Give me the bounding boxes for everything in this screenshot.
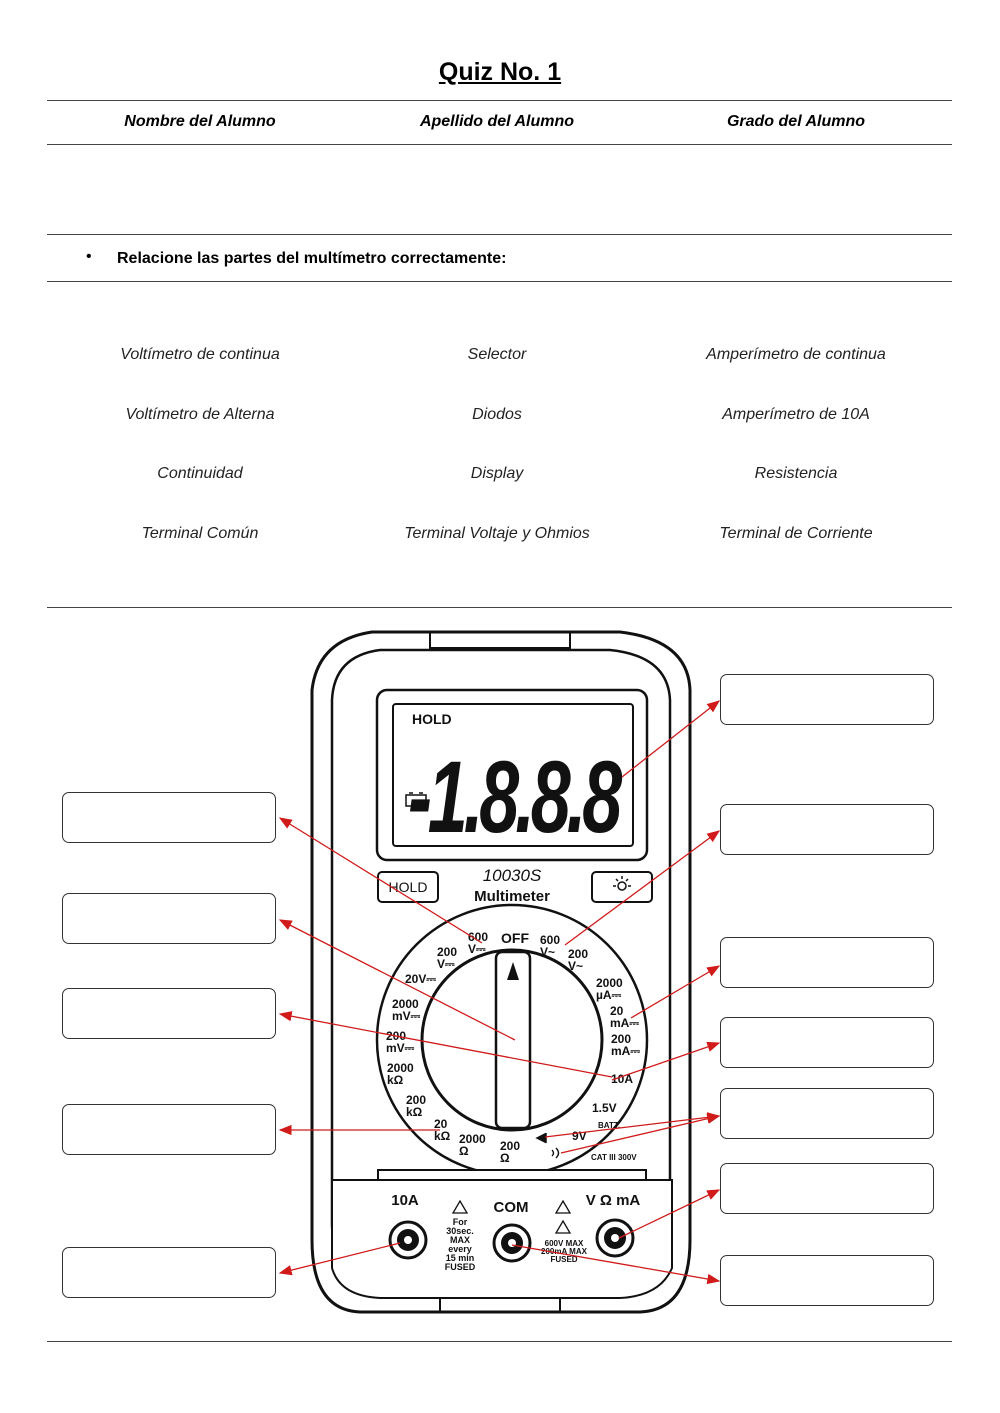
term-item: Resistencia xyxy=(754,465,838,482)
dial-label-v-dc-20: 20V⎓ xyxy=(405,972,436,986)
answer-box[interactable] xyxy=(62,1247,276,1298)
answer-box[interactable] xyxy=(720,937,934,988)
model-number: 10030S xyxy=(482,866,542,885)
term-item: Terminal Voltaje y Ohmios xyxy=(404,525,590,542)
answer-box[interactable] xyxy=(62,893,276,944)
dial-label-ohm-2000: 2000 Ω xyxy=(459,1132,486,1158)
answer-box[interactable] xyxy=(720,1255,934,1306)
term-item: Diodos xyxy=(472,406,522,423)
dial-label-batt-9: 9V xyxy=(572,1129,587,1143)
answer-box[interactable] xyxy=(720,804,934,855)
term-item: Voltímetro de continua xyxy=(120,346,280,363)
term-item: Amperímetro de continua xyxy=(706,346,886,363)
answer-box[interactable] xyxy=(62,792,276,843)
jack-com xyxy=(494,1225,530,1261)
dial-label-mv-2000: 2000 mV⎓ xyxy=(392,997,421,1023)
dial-label-v-dc-200: 200 V⎓ xyxy=(437,945,458,971)
answer-box[interactable] xyxy=(720,1088,934,1139)
terminal-label-10a: 10A xyxy=(391,1192,419,1209)
jack-vohm xyxy=(597,1220,633,1256)
dial-label-kohm-200: 200 kΩ xyxy=(406,1093,427,1119)
answer-box[interactable] xyxy=(62,988,276,1039)
column-student-surname: Apellido del Alumno xyxy=(419,113,575,130)
dial-label-kohm-20: 20 kΩ xyxy=(434,1117,451,1143)
column-student-grade: Grado del Alumno xyxy=(726,113,866,130)
term-item: Selector xyxy=(467,346,527,363)
terminal-label-com: COM xyxy=(493,1199,529,1216)
column-student-name: Nombre del Alumno xyxy=(124,113,276,130)
answer-box[interactable] xyxy=(720,674,934,725)
dial-label-batt: BATT. xyxy=(598,1121,621,1130)
dial-label-a-10: 10A xyxy=(611,1072,634,1086)
term-item: Display xyxy=(470,465,524,482)
dial-label-cat: CAT III 300V xyxy=(591,1153,637,1162)
answer-box[interactable] xyxy=(720,1163,934,1214)
dial-label-ma-200: 200 mA⎓ xyxy=(611,1032,640,1058)
terminal-warning-right: 600V MAX 200mA MAX FUSED xyxy=(541,1239,587,1264)
dial-label-ma-20: 20 mA⎓ xyxy=(610,1004,639,1030)
answer-box[interactable] xyxy=(62,1104,276,1155)
dial-label-ohm-200: 200 Ω xyxy=(500,1139,521,1165)
hold-button-label: HOLD xyxy=(388,879,428,895)
bullet-icon: • xyxy=(86,248,92,265)
quiz-title: Quiz No. 1 xyxy=(438,58,562,86)
dial-label-off: OFF xyxy=(501,930,529,946)
term-item: Terminal de Corriente xyxy=(719,525,873,542)
dial-label-kohm-2000: 2000 kΩ xyxy=(387,1061,414,1087)
dial-label-v-dc-600: 600 V⎓ xyxy=(468,930,489,956)
model-name: Multimeter xyxy=(474,888,550,905)
instruction-text: Relacione las partes del multímetro correctamente: xyxy=(117,250,507,267)
dial-label-v-ac-200: 200 V~ xyxy=(568,947,589,973)
display-digits: -1.8.8.8 xyxy=(408,740,623,854)
dial-label-v-ac-600: 600 V~ xyxy=(540,933,561,959)
term-item: Continuidad xyxy=(157,465,243,482)
term-item: Amperímetro de 10A xyxy=(722,406,870,423)
terminal-warning-left: For 30sec. MAX every 15 min FUSED xyxy=(444,1217,476,1272)
answer-box[interactable] xyxy=(720,1017,934,1068)
term-item: Terminal Común xyxy=(141,525,259,542)
dial-label-ua-2000: 2000 µA⎓ xyxy=(596,976,623,1002)
jack-10a xyxy=(390,1222,426,1258)
dial-label-mv-200: 200 mV⎓ xyxy=(386,1029,415,1055)
term-item: Voltímetro de Alterna xyxy=(125,406,275,423)
terminal-label-vohm: V Ω mA xyxy=(585,1192,641,1209)
display-hold-indicator: HOLD xyxy=(412,711,452,727)
dial-label-batt-15: 1.5V xyxy=(592,1101,617,1115)
